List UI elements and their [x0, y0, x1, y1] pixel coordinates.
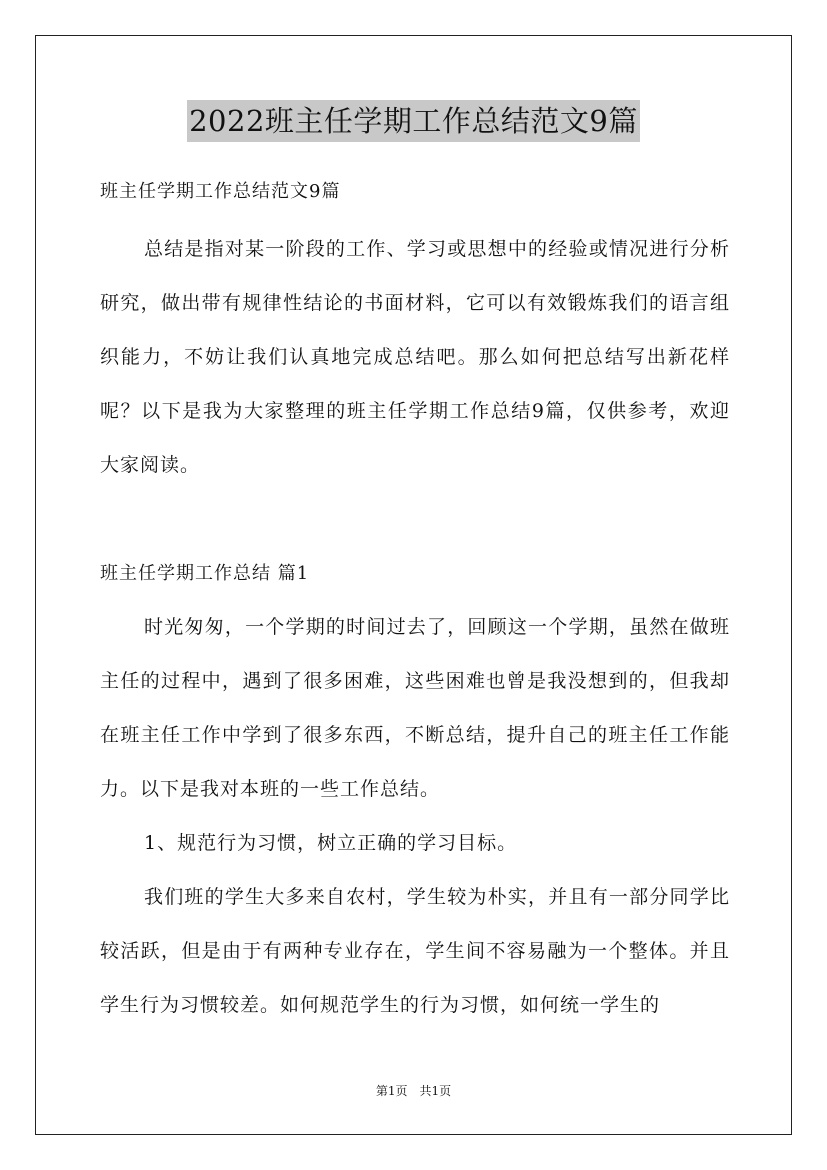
title-container: [0, 100, 827, 142]
document-title: 2022班主任学期工作总结范文9篇: [187, 100, 640, 142]
section-paragraph: 时光匆匆，一个学期的时间过去了，回顾这一个学期，虽然在做班主任的过程中，遇到了很多困难，这些困难也曾是我没想到的，但我却在班主任工作中学到了很多东西，不断总结，提升自己的班主任工作能力。以下是我对本班的一些工作总结。: [100, 616, 730, 800]
intro-paragraph: 总结是指对某一阶段的工作、学习或思想中的经验或情况进行分析研究，做出带有规律性结论的书面材料，它可以有效锻炼我们的语言组织能力，不妨让我们认真地完成总结吧。那么如何把总结写出新花样呢？以下是我为大家整理的班主任学期工作总结9篇，仅供参考，欢迎大家阅读。: [100, 238, 730, 476]
section-list-item: 1、规范行为习惯，树立正确的学习目标。: [144, 832, 518, 854]
document-subtitle: 班主任学期工作总结范文9篇: [100, 181, 341, 202]
section-heading: 班主任学期工作总结 篇1: [100, 563, 310, 584]
section-paragraph: 我们班的学生大多来自农村，学生较为朴实，并且有一部分同学比较活跃，但是由于有两种专业存在，学生间不容易融为一个整体。并且学生行为习惯较差。如何规范学生的行为习惯，如何统一学生的: [100, 886, 730, 1016]
page-number: 第1页 共1页: [375, 1084, 452, 1098]
